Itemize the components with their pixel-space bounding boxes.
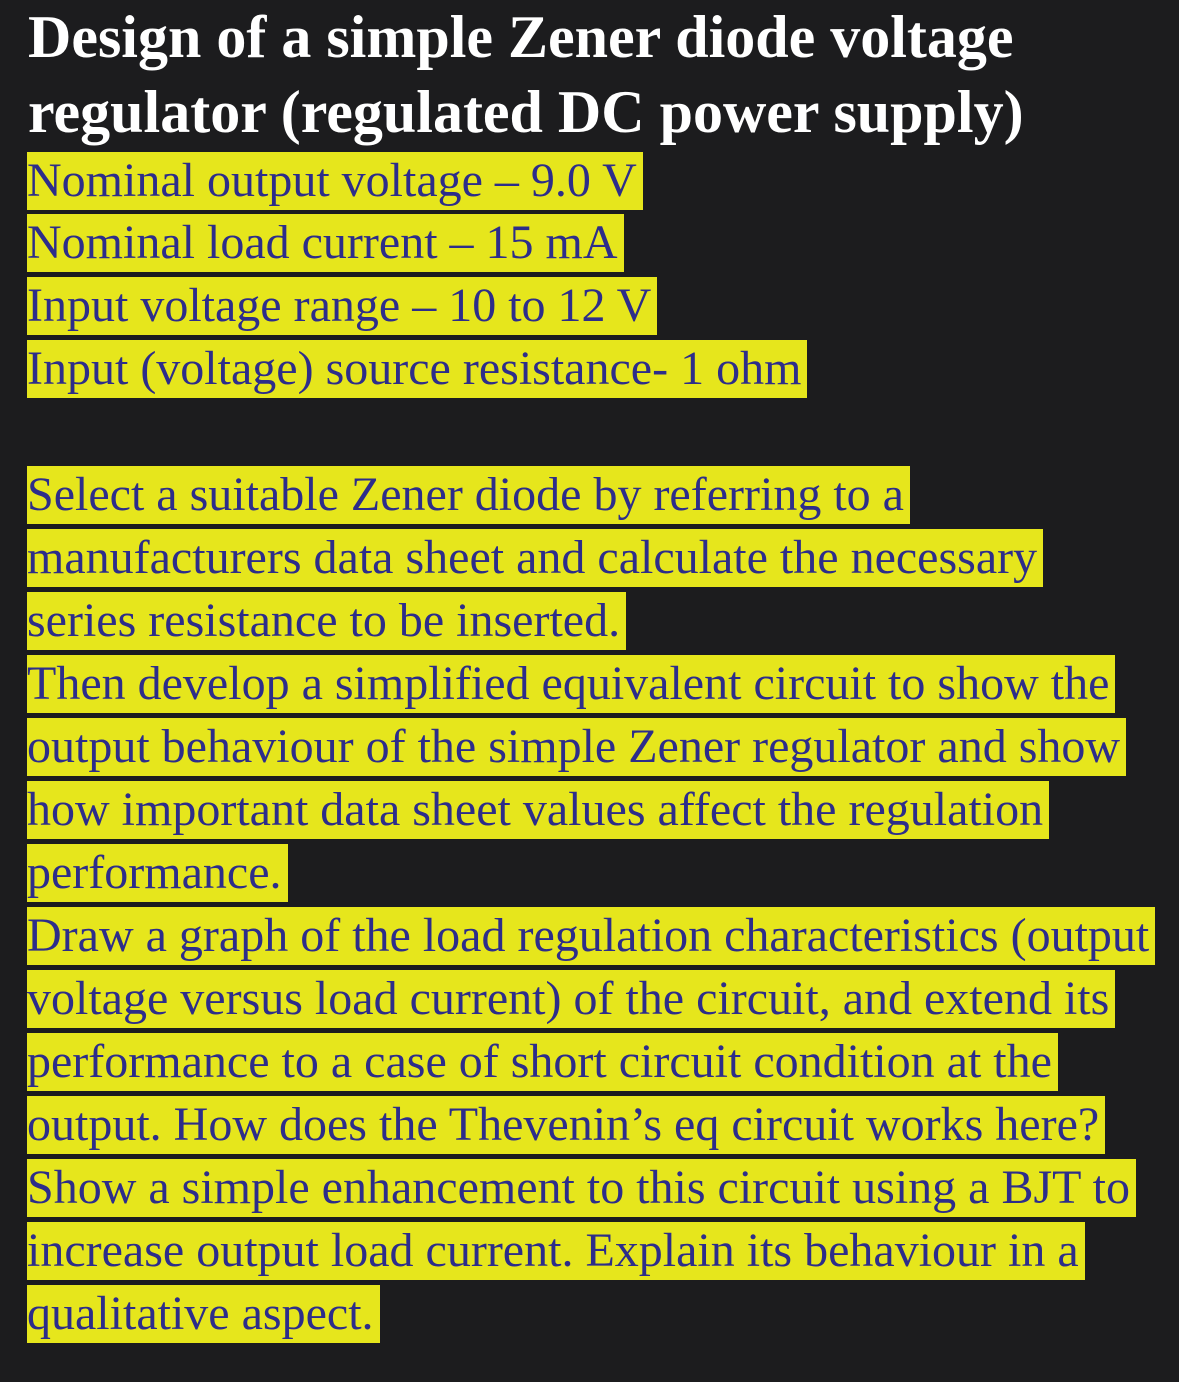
task-line: Draw a graph of the load regulation characteristics (output (27, 907, 1155, 965)
task-line: Then develop a simplified equivalent circuit to show the (27, 655, 1115, 713)
task-line: increase output load current. Explain its behaviour in a (27, 1222, 1085, 1280)
task-line: Show a simple enhancement to this circuit using a BJT to (27, 1159, 1136, 1217)
task-line: voltage versus load current) of the circuit, and extend its (27, 970, 1115, 1028)
spec-load-current: Nominal load current – 15 mA (27, 214, 624, 272)
spec-source-resistance: Input (voltage) source resistance- 1 ohm (27, 340, 807, 398)
page-title-line-2: regulator (regulated DC power supply) (28, 79, 1024, 145)
task-line: performance. (27, 844, 288, 902)
task-line: qualitative aspect. (27, 1285, 380, 1343)
task-line: manufacturers data sheet and calculate the necessary (27, 529, 1043, 587)
task-line: performance to a case of short circuit condition at the (27, 1033, 1058, 1091)
task-line: Select a suitable Zener diode by referring to a (27, 466, 910, 524)
spec-input-voltage-range: Input voltage range – 10 to 12 V (27, 277, 657, 335)
task-line: output. How does the Thevenin’s eq circuit works here? (27, 1096, 1105, 1154)
page-title-line-1: Design of a simple Zener diode voltage (28, 4, 1014, 70)
spec-output-voltage: Nominal output voltage – 9.0 V (27, 152, 643, 210)
task-line: output behaviour of the simple Zener regulator and show (27, 718, 1126, 776)
task-line: series resistance to be inserted. (27, 592, 626, 650)
task-line: how important data sheet values affect the regulation (27, 781, 1049, 839)
